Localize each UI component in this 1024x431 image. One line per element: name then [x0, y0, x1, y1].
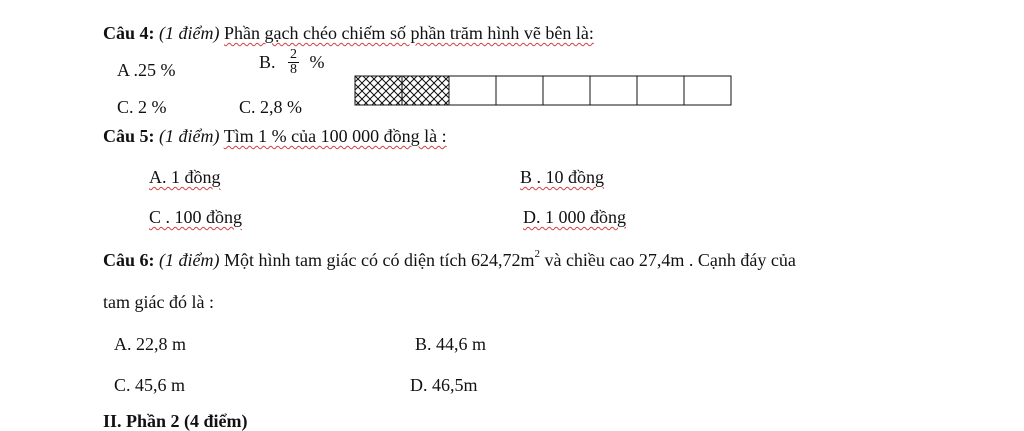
question-5-label: Câu 5: — [103, 126, 155, 146]
q5-option-c: C . 100 đồng — [149, 207, 243, 227]
question-6-sup: 2 — [534, 248, 540, 260]
q4-option-b-denominator: 8 — [290, 62, 298, 77]
q4-option-c2: C. 2,8 % — [239, 97, 302, 117]
hatched-bar-figure — [354, 75, 732, 106]
q6-option-d: D. 46,5m — [410, 375, 478, 395]
question-6-text-before: Một hình tam giác có có diện tích 624,72m — [224, 250, 535, 270]
q4-option-b-fraction — [288, 48, 299, 77]
bar-cell-hatched — [355, 76, 402, 105]
question-5-text: Tìm 1 % của 100 000 đồng là : — [223, 126, 447, 146]
q4-option-b — [259, 48, 325, 77]
section-2-heading-cutoff: II. Phần 2 (4 điểm) — [103, 411, 248, 431]
question-4-stem — [103, 24, 594, 42]
bar-cell-hatched — [402, 76, 449, 105]
question-6-text-line2: tam giác đó là : — [103, 292, 214, 312]
question-4-points: (1 điểm) — [159, 23, 220, 43]
question-4-label: Câu 4: — [103, 23, 155, 43]
q5-option-a: A. 1 đồng — [149, 167, 221, 187]
q4-option-b-prefix: B. — [259, 52, 276, 72]
question-5-stem — [103, 127, 447, 145]
question-6-points: (1 điểm) — [159, 250, 220, 270]
q6-option-c: C. 45,6 m — [114, 375, 186, 395]
bar-cell-empty — [449, 76, 496, 105]
bar-cell-empty — [684, 76, 731, 105]
q4-option-b-numerator: 2 — [290, 47, 298, 62]
question-6-label: Câu 6: — [103, 250, 155, 270]
q4-option-a: A .25 % — [117, 60, 176, 80]
q5-option-b: B . 10 đồng — [520, 167, 605, 187]
bar-cell-empty — [590, 76, 637, 105]
q5-option-d: D. 1 000 đồng — [523, 207, 626, 227]
question-6-stem — [103, 248, 796, 270]
question-5-points: (1 điểm) — [159, 126, 220, 146]
q4-option-b-suffix: % — [309, 52, 325, 72]
bar-cell-empty — [543, 76, 590, 105]
question-6-text-after: và chiều cao 27,4m . Cạnh đáy của — [539, 250, 796, 270]
q4-option-c1: C. 2 % — [117, 97, 167, 117]
bar-cell-empty — [496, 76, 543, 105]
q6-option-a: A. 22,8 m — [114, 334, 186, 354]
q6-option-b: B. 44,6 m — [415, 334, 487, 354]
question-4-text: Phần gạch chéo chiếm số phần trăm hình vẽ bên là: — [224, 23, 594, 43]
bar-cell-empty — [637, 76, 684, 105]
